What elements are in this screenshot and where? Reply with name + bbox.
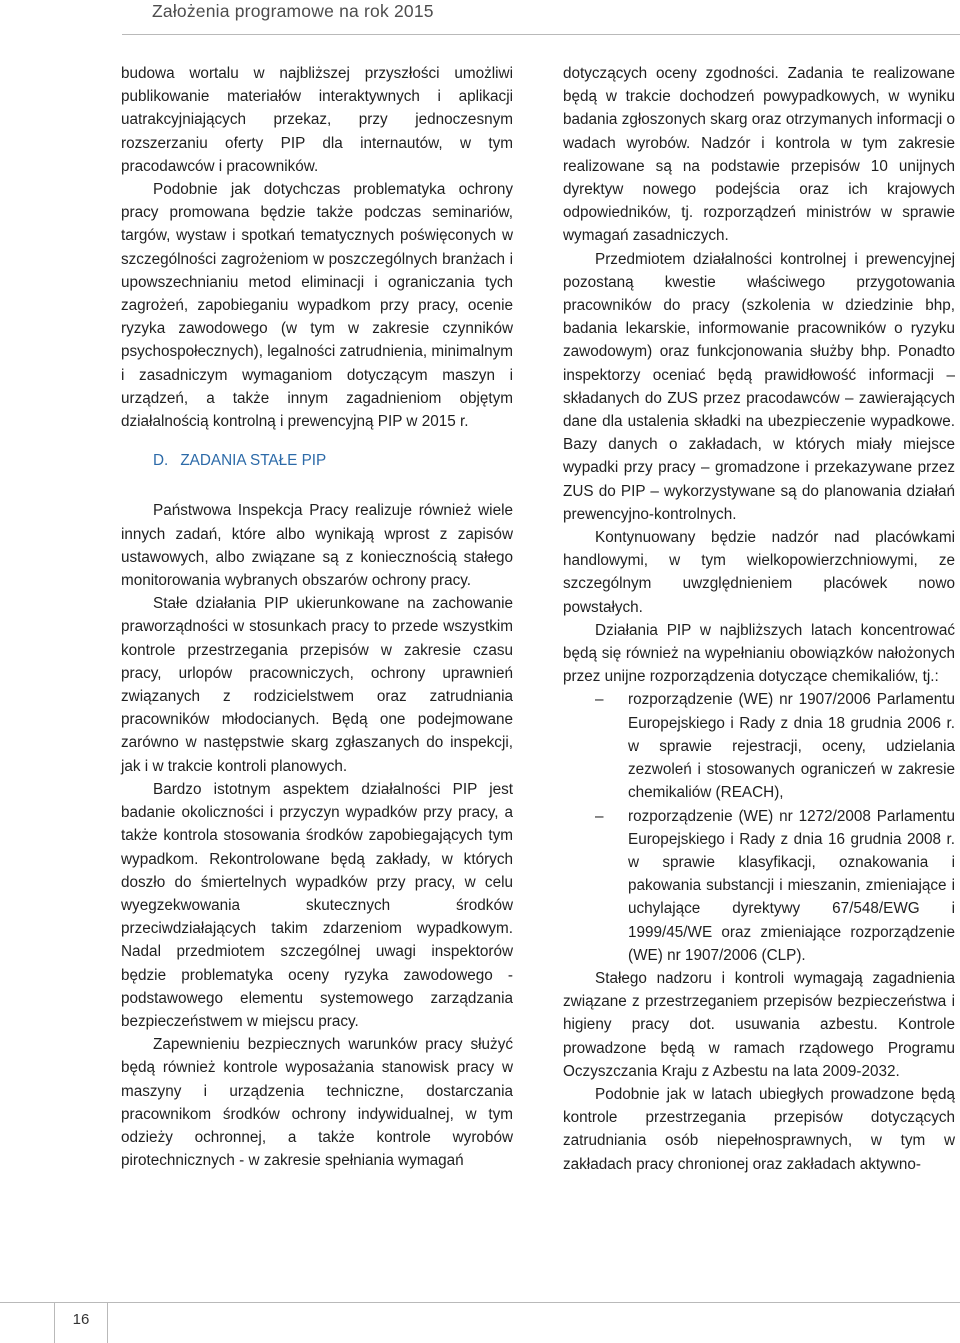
- body-paragraph: Kontynuowany będzie nadzór nad placówkami handlowymi, w tym wielkopowierzchniowymi, ze szczególnym uwzględnieniem placówek nowo powstałych.: [563, 529, 955, 616]
- running-header: [122, 0, 960, 35]
- left-column: [121, 62, 513, 1172]
- body-paragraph: Podobnie jak w latach ubiegłych prowadzone będą kontrole przestrzegania przepisów dotyczących zatrudniania osób niepełnosprawnych, w tym w zakładach pracy chronionej oraz zakładach aktywno-: [563, 1085, 955, 1173]
- list-item-text: rozporządzenie (WE) nr 1272/2008 Parlamentu Europejskiego i Rady z dnia 16 grudnia 2008 r. w sprawie klasyfikacji, oznakowania i pakowania substancji i mieszanin, zmieniające i uchylające dyrektywy 67/548/EWG i 1999/45/WE oraz zmieniające rozporządzenie (WE) nr 1907/2006 (CLP).: [628, 807, 955, 964]
- header-title: Założenia programowe na rok 2015: [152, 1, 434, 21]
- body-paragraph: Państwowa Inspekcja Pracy realizuje również wiele innych zadań, które albo wynikają wprost z zapisów ustawowych, albo związane są z koniecznością stałego monitorowania wybranych obszarów ochrony pracy.: [121, 502, 513, 590]
- section-title: ZADANIA STAŁE PIP: [180, 452, 327, 470]
- list-item-text: rozporządzenie (WE) nr 1907/2006 Parlamentu Europejskiego i Rady z dnia 18 grudnia 2006 r. w sprawie rejestracji, oceny, udzielania zezwoleń i stosowanych ograniczeń w zakresie chemikaliów (REACH),: [628, 691, 955, 802]
- section-heading: [121, 449, 513, 472]
- page-number: 16: [54, 1302, 108, 1343]
- footer-rule: [0, 1302, 960, 1303]
- promotion-paragraph: Podobnie jak dotychczas problematyka ochrony pracy promowana będzie także podczas seminariów, targów, wystaw i spotkań tematycznych poświęconych w szczególności zagrożeniom w poszczególnych branżach i upowszechnianiu metod eliminacji i ograniczania tych zagrożeń, zapobieganiu wypadkom przy pracy, ocenie ryzyka zawodowego (w tym w zakresie czynników psychospołecznych), legalności zatrudnienia, minimalnym i zasadniczym wymaganiom dotyczącym maszyn i urządzeń, a także innym zagadnieniom objętym działalnością kontrolną i prewencyjną PIP w 2015 r.: [121, 181, 513, 431]
- body-paragraph: Stałe działania PIP ukierunkowane na zachowanie praworządności w stosunkach pracy to przede wszystkim kontrole przestrzegania przepisów w zakresie czasu pracy, urlopów pracowniczych, ochrony uprawnień związanych z rodzicielstwem oraz zatrudniania pracowników młodocianych. Będą one podejmowane zarówno w następstwie skarg zgłaszanych do inspekcji, jak i w trakcie kontroli planowych.: [121, 595, 513, 775]
- body-paragraph: Stałego nadzoru i kontroli wymagają zagadnienia związane z przestrzeganiem przepisów bezpieczeństwa i higieny pracy dot. usuwania azbestu. Kontrole prowadzone będą w ramach rządowego Programu Oczyszczania Kraju z Azbestu na lata 2009-2032.: [563, 969, 955, 1080]
- intro-continuation-paragraph: budowa wortalu w najbliższej przyszłości umożliwi publikowanie materiałów interaktywnych i aplikacji uatrakcyjniających przekaz, przy jednoczesnym rozszerzaniu oferty PIP dla internautów, w tym pracodawców i pracowników.: [121, 65, 513, 175]
- list-item: [563, 805, 955, 967]
- regulations-list: [563, 688, 955, 966]
- body-paragraph: Przedmiotem działalności kontrolnej i prewencyjnej pozostaną kwestie właściwego przygotowania pracowników do pracy (szkolenia w dziedzinie bhp, badania lekarskie, informowanie pracowników o ryzyku zawodowym) oraz funkcjonowania służby bhp. Ponadto inspektorzy oceniać będą prawidłowość informacji – składanych do ZUS przez pracodawców – zawierających dane dla ustalenia składki na ubezpieczenie wypadkowe. Bazy danych o zakładach, w których miały miejsce wypadki przy pracy – gromadzone i przekazywane przez ZUS do PIP – wykorzystywane są do planowania działań prewencyjno-kontrolnych.: [563, 250, 955, 523]
- list-dash: –: [595, 807, 604, 825]
- continuation-paragraph: dotyczących oceny zgodności. Zadania te realizowane będą w trakcie dochodzeń powypadkowych, w wyniku badania zgłoszonych skarg oraz otrzymanych informacji o wadach wyrobów. Nadzór i kontrola w tym zakresie realizowane są na podstawie przepisów 10 unijnych dyrektyw nowego podejścia oraz ich krajowych odpowiedników, tj. rozporządzeń ministrów w sprawie wymagań zasadniczych.: [563, 65, 955, 245]
- list-item: [563, 688, 955, 804]
- list-dash: –: [595, 691, 604, 709]
- section-letter: D.: [153, 452, 169, 470]
- body-paragraph: Działania PIP w najbliższych latach koncentrować będą się również na wypełnianiu obowiązków nałożonych przez unijne rozporządzenia dotyczące chemikaliów, tj.:: [563, 621, 955, 686]
- body-paragraph: Bardzo istotnym aspektem działalności PIP jest badanie okoliczności i przyczyn wypadków przy pracy, a także kontrola stosowania środków zapobiegających tym wypadkom. Rekontrolowane będą zakłady, w których doszło do śmiertelnych wypadków przy pracy, w celu wyegzekwowania skutecznych środków przeciwdziałających takim zdarzeniom wypadkowym. Nadal przedmiotem szczególnej uwagi inspektorów będzie problematyka oceny ryzyka zawodowego - podstawowego elementu systemowego zarządzania bezpieczeństwem w miejscu pracy.: [121, 780, 513, 1030]
- right-column: [563, 62, 955, 1176]
- body-paragraph: Zapewnieniu bezpiecznych warunków pracy służyć będą również kontrole wyposażania stanowisk pracy w maszyny i urządzenia techniczne, dostarczania pracownikom środków ochrony indywidualnej, w tym odzieży ochronnej, a także kontrole wyrobów pirotechnicznych - w zakresie spełniania wymagań: [121, 1036, 513, 1170]
